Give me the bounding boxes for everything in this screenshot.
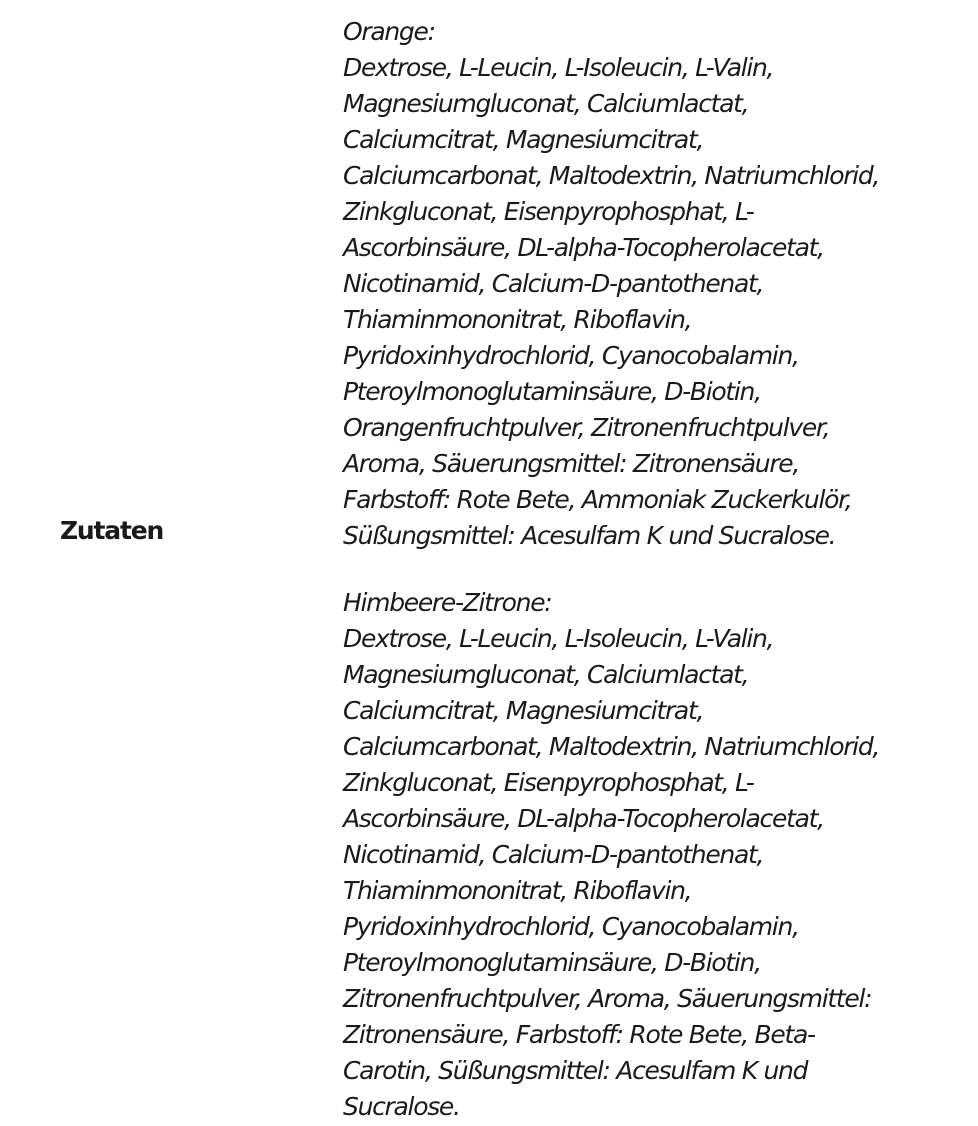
ingredients-label: Zutaten: [60, 516, 164, 545]
ingredients-section-orange: [343, 14, 973, 554]
ingredient-line: Orangenfruchtpulver, Zitronenfruchtpulver,: [343, 413, 830, 442]
ingredient-line: Calciumcarbonat, Maltodextrin, Natriumchlorid,: [343, 732, 880, 761]
ingredients-value: [343, 14, 973, 1125]
ingredient-line: Calciumcitrat, Magnesiumcitrat,: [343, 125, 704, 154]
ingredient-line: Magnesiumgluconat, Calciumlactat,: [343, 660, 749, 689]
ingredient-line: Carotin, Süßungsmittel: Acesulfam K und: [343, 1056, 808, 1085]
ingredient-line: Süßungsmittel: Acesulfam K und Sucralose.: [343, 521, 836, 550]
ingredient-line: Farbstoff: Rote Bete, Ammoniak Zuckerkulör,: [343, 485, 852, 514]
ingredient-line: Zitronensäure, Farbstoff: Rote Bete, Beta-: [343, 1020, 815, 1049]
ingredient-line: Ascorbinsäure, DL-alpha-Tocopherolacetat,: [343, 804, 824, 833]
ingredient-line: Pteroylmonoglutaminsäure, D-Biotin,: [343, 377, 761, 406]
section-title: Himbeere-Zitrone:: [343, 588, 552, 617]
ingredient-line: Ascorbinsäure, DL-alpha-Tocopherolacetat,: [343, 233, 824, 262]
ingredient-line: Dextrose, L-Leucin, L-Isoleucin, L-Valin,: [343, 624, 774, 653]
ingredient-line: Pteroylmonoglutaminsäure, D-Biotin,: [343, 948, 761, 977]
ingredient-line: Pyridoxinhydrochlorid, Cyanocobalamin,: [343, 341, 799, 370]
ingredient-line: Calciumcitrat, Magnesiumcitrat,: [343, 696, 704, 725]
ingredient-line: Nicotinamid, Calcium-D-pantothenat,: [343, 840, 764, 869]
ingredient-line: Zinkgluconat, Eisenpyrophosphat, L-: [343, 768, 754, 797]
ingredient-line: Dextrose, L-Leucin, L-Isoleucin, L-Valin,: [343, 53, 774, 82]
ingredient-line: Zitronenfruchtpulver, Aroma, Säuerungsmittel:: [343, 984, 872, 1013]
ingredient-line: Magnesiumgluconat, Calciumlactat,: [343, 89, 749, 118]
ingredient-line: Thiaminmononitrat, Riboflavin,: [343, 876, 692, 905]
ingredient-line: Pyridoxinhydrochlorid, Cyanocobalamin,: [343, 912, 799, 941]
ingredient-line: Nicotinamid, Calcium-D-pantothenat,: [343, 269, 764, 298]
ingredient-line: Calciumcarbonat, Maltodextrin, Natriumchlorid,: [343, 161, 880, 190]
ingredient-line: Thiaminmononitrat, Riboflavin,: [343, 305, 692, 334]
ingredient-line: Sucralose.: [343, 1092, 460, 1121]
ingredient-line: Aroma, Säuerungsmittel: Zitronensäure,: [343, 449, 800, 478]
ingredients-section-himbeere-zitrone: [343, 585, 973, 1125]
section-title: Orange:: [343, 17, 435, 46]
ingredient-line: Zinkgluconat, Eisenpyrophosphat, L-: [343, 197, 754, 226]
